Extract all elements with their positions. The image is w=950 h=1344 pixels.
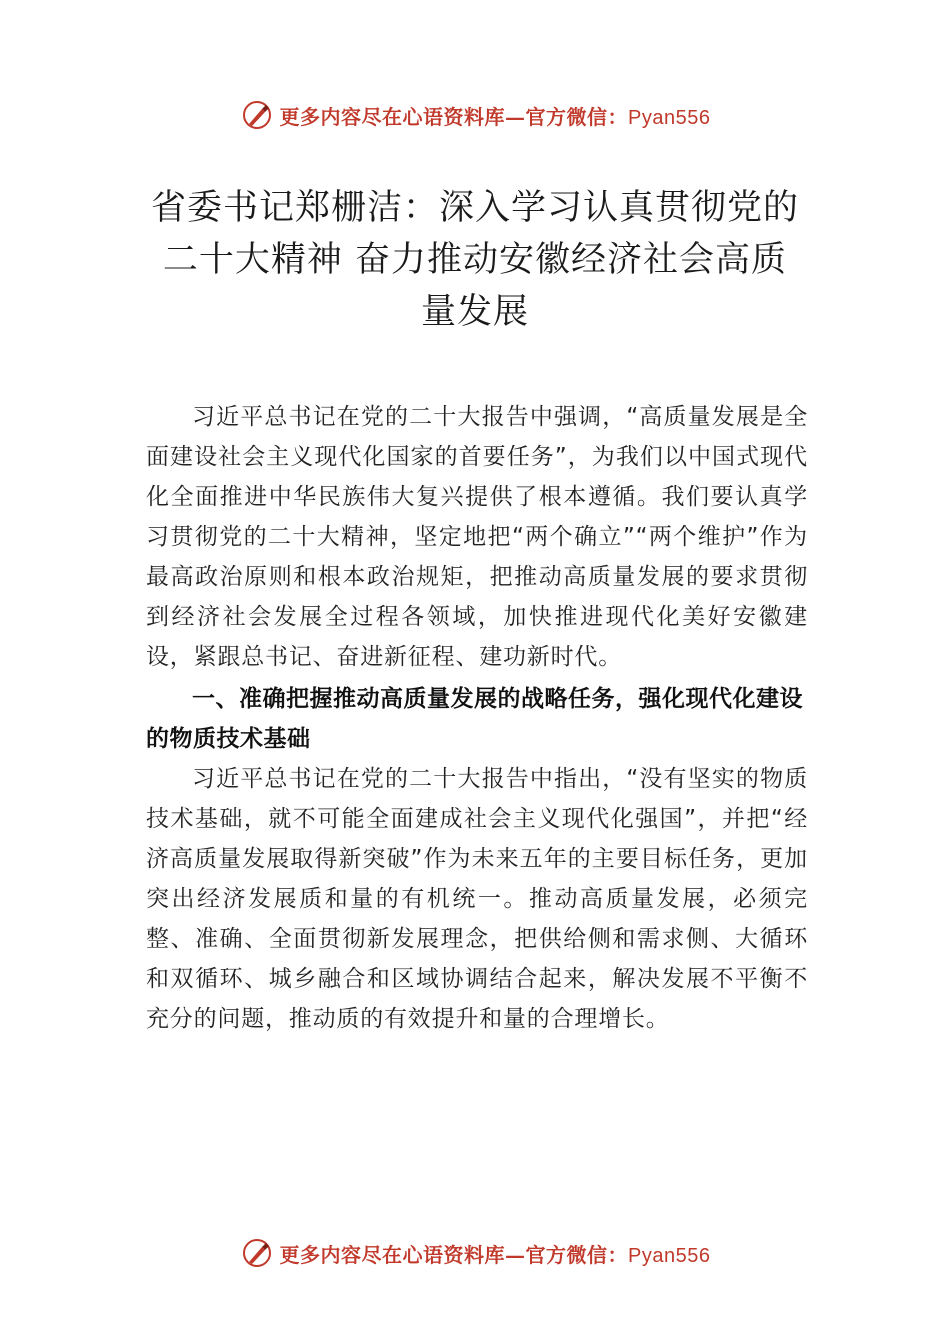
header-watermark-banner — [0, 95, 950, 135]
pen-logo-icon — [240, 1236, 274, 1270]
document-title — [145, 182, 805, 338]
paragraph-intro: 习近平总书记在党的二十大报告中强调，“高质量发展是全面建设社会主义现代化国家的首要任务”，为我们以中国式现代化全面推进中华民族伟大复兴提供了根本遵循。我们要认真学习贯彻党的二十大精神，坚定地把“两个确立”“两个维护”作为最高政治原则和根本政治规矩，把推动高质量发展的要求贯彻到经济社会发展全过程各领域，加快推进现代化美好安徽建设，紧跟总书记、奋进新征程、建功新时代。 — [146, 404, 808, 670]
banner-text: 更多内容尽在心语资料库—官方微信：Pyan556 — [279, 1242, 711, 1267]
paragraph-section-1: 习近平总书记在党的二十大报告中指出，“没有坚实的物质技术基础，就不可能全面建成社会主义现代化强国”，并把“经济高质量发展取得新突破”作为未来五年的主要目标任务，更加突出经济发展质和量的有机统一。推动高质量发展，必须完整、准确、全面贯彻新发展理念，把供给侧和需求侧、大循环和双循环、城乡融合和区域协调结合起来，解决发展不平衡不充分的问题，推动质的有效提升和量的合理增长。 — [146, 766, 808, 1032]
title-line-2: 二十大精神 奋力推动安徽经济社会高质 — [162, 240, 788, 280]
title-line-1: 省委书记郑栅洁：深入学习认真贯彻党的 — [150, 188, 799, 228]
pen-logo-icon — [240, 98, 274, 132]
section-heading-1: 一、准确把握推动高质量发展的战略任务，强化现代化建设的物质技术基础 — [146, 686, 803, 752]
footer-watermark-banner — [0, 1233, 950, 1273]
document-body — [146, 397, 808, 1039]
wechat-id: Pyan556 — [628, 106, 711, 129]
wechat-id: Pyan556 — [628, 1244, 711, 1267]
banner-text: 更多内容尽在心语资料库—官方微信：Pyan556 — [279, 104, 711, 129]
title-line-3: 量发展 — [420, 292, 529, 332]
